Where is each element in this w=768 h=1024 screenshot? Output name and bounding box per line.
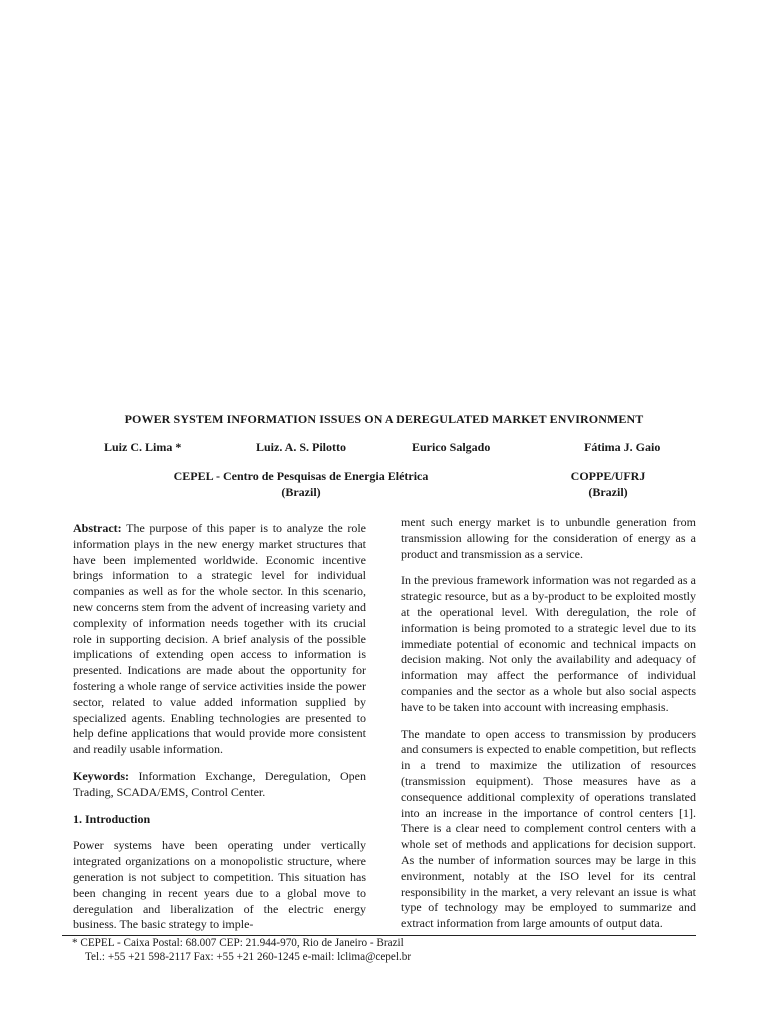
affiliation-name: COPPE/UFRJ (570, 469, 646, 483)
body-paragraph-3: The mandate to open access to transmission by producers and consumers is expected to enable competition, but reflects in a trend to maximize the utilization of resources (transmission equipment). Those measures have as a consequence additional complexity of operations translated into an increase in the importance of control centers [1]. There is a clear need to complement control centers with a whole set of methods and applications for decision support. As the number of information sources may be large in this environment, notably at the ISO level for its central responsibility in the market, a very relevant an issue is what type of technology may be employed to summarize and extract information from large amounts of output data. (401, 726, 696, 931)
body-paragraph-2: In the previous framework information was not regarded as a strategic resource, but as a by-product to be exploited mostly at the operational level. With deregulation, the role of information is being promoted to a strategic level due to its immediate potential of economic and technical impacts on decision making. Not only the availability and adequacy of information may affect the performance of individual companies and the sector as a whole but also social aspects have to be taken into account with increasing emphasis. (401, 573, 696, 714)
left-column (73, 521, 366, 944)
abstract (73, 521, 366, 758)
paper-title: POWER SYSTEM INFORMATION ISSUES ON A DEREGULATED MARKET ENVIRONMENT (124, 412, 644, 426)
author-2: Luiz. A. S. Pilotto (256, 440, 347, 454)
author-4: Fátima J. Gaio (584, 440, 661, 454)
footnote-contact: Tel.: +55 +21 598-2117 Fax: +55 +21 260-1245 e-mail: lclima@cepel.br (85, 950, 412, 963)
footnote (72, 937, 411, 964)
abstract-label: Abstract: (73, 521, 122, 535)
footnote-rule (62, 935, 696, 936)
abstract-text: The purpose of this paper is to analyze the role information plays in the new energy market structures that have been implemented worldwide. Economic incentive brings information to a strategic level for individual companies as well as for the whole sector. In this scenario, new concerns stem from the advent of increasing variety and complexity of information needs together with its crucial role in supporting decision. A brief analysis of the possible implications of extending open access to information is presented. Indications are made about the opportunity for fostering a whole range of service activities inside the power sector, related to value added information supplied by specialized agents. Enabling technologies are presented to help define applications that would provide more consistent and readily usable information. (73, 521, 366, 757)
keywords (73, 769, 366, 801)
affiliation-country: (Brazil) (281, 485, 321, 499)
affiliation-coppe (548, 468, 668, 500)
footnote-address: * CEPEL - Caixa Postal: 68.007 CEP: 21.944-970, Rio de Janeiro - Brazil (72, 937, 404, 949)
intro-paragraph: Power systems have been operating under vertically integrated organizations on a monopolistic structure, where generation is not subject to competition. This situation has been changing in recent years due to a global move to deregulation and liberalization of the electric energy business. The basic strategy to imple- (73, 838, 366, 932)
keywords-label: Keywords: (73, 768, 129, 783)
section-heading: 1. Introduction (73, 811, 151, 826)
affiliation-cepel (140, 468, 462, 500)
right-column (401, 515, 696, 943)
keywords-text: Information Exchange, Deregulation, Open Trading, SCADA/EMS, Control Center. (73, 768, 366, 799)
affiliation-name: CEPEL - Centro de Pesquisas de Energia Elétrica (173, 469, 429, 483)
affiliation-country: (Brazil) (588, 485, 628, 499)
author-3: Eurico Salgado (412, 440, 491, 454)
author-1: Luiz C. Lima * (104, 440, 182, 454)
body-paragraph-1: ment such energy market is to unbundle generation from transmission allowing for the consideration of energy as a product and transmission as a service. (401, 515, 696, 561)
